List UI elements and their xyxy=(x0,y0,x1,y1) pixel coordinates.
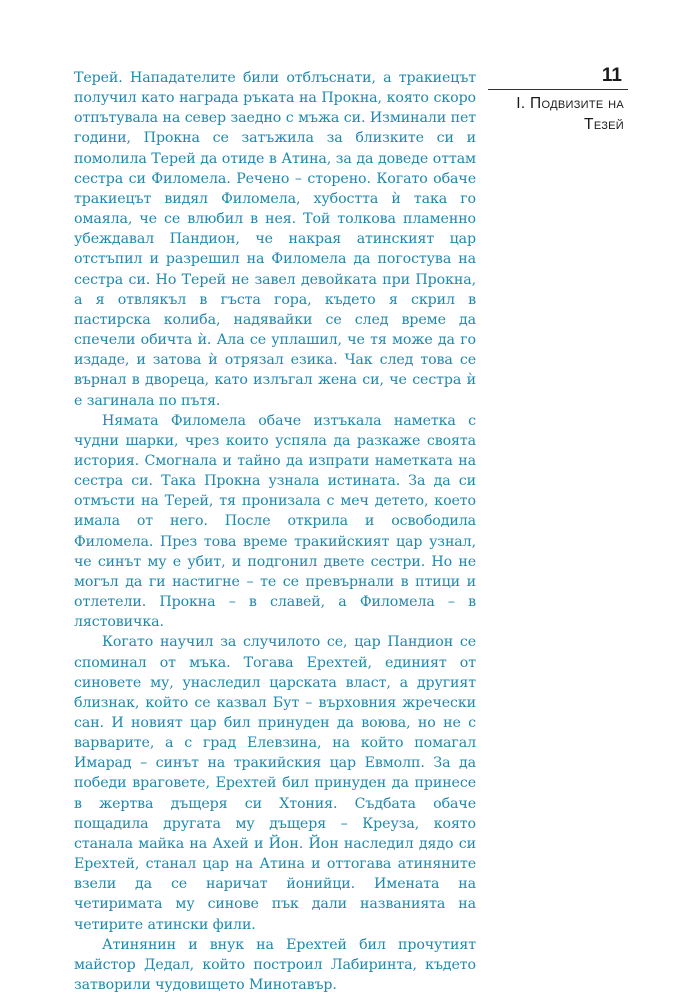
chapter-title-line-2: Тезей xyxy=(584,116,624,133)
paragraph-3: Когато научил за случилото се, цар Пандион се споминал от мъка. Тогава Ерехтей, единият от синовете му, унаследил царската власт, а другият близнак, който се казвал Бут – върховния жречески сан. И новият цар бил принуден да воюва, но не с варварите, а с град Елевзина, на който помагал Имарад – синът на тракийския цар Евмолп. За да победи враговете, Ерехтей бил принуден да принесе в жертва дъщеря си Хтония. Съдбата обаче пощадила другата му дъщеря – Креуза, която станала майка на Ахей и Йон. Йон наследил дядо си Ерехтей, станал цар на Атина и оттогава атиняните взели да се наричат йонийци. Имената на четиримата му синове пък дали названията на четирите атински фили. xyxy=(74,634,476,933)
header-divider xyxy=(488,89,628,90)
paragraph-1: Терей. Нападателите били отблъснати, а тракиецът получил като награда ръката на Прокна, която скоро отпътувала на север заедно с мъжа си. Изминали пет години, Прокна се затъжила за близките си и помолила Терей да отиде в Атина, за да доведе оттам сестра си Филомела. Речено – сторено. Когато обаче тракиецът видял Филомела, хубостта ѝ така го омаяла, че се влюбил в нея. Той толкова пламенно убеждавал Пандион, че накрая атинският цар отстъпил и разрешил на Филомела да погостува на сестра си. Но Терей не завел девойката при Прокна, а я отвлякъл в гъста гора, където я скрил в пастирска колиба, надявайки се след време да спечели обичта ѝ. Ала се уплашил, че тя може да го издаде, и затова ѝ отрязал езика. Чак след това се върнал в двореца, като излъгал жена си, че сестра ѝ е загинала по пътя. xyxy=(74,70,476,409)
paragraph-4: Атинянин и внук на Ерехтей бил прочутият майстор Дедал, който построил Лабиринта, където затворили чудовището Минотавър. xyxy=(74,936,476,994)
paragraph-2: Нямата Филомела обаче изтъкала наметка с чудни шарки, чрез които успяла да разкаже своята история. Смогнала и тайно да изпрати наметката на сестра си. Така Прокна узнала истината. За да си отмъсти на Терей, тя пронизала с меч детето, което имала от него. После открила и освободила Филомела. През това време тракийският цар узнал, че синът му е убит, и подгонил двете сестри. Но не могъл да ги настигне – те се превърнали в птици и отлетели. Прокна – в славей, а Филомела – в лястовичка. xyxy=(74,412,476,631)
chapter-title-line-1: I. Подвизите на xyxy=(516,95,624,112)
running-header xyxy=(488,64,628,135)
body-text xyxy=(74,68,476,995)
chapter-title xyxy=(488,93,628,135)
page-number: 11 xyxy=(601,65,622,86)
